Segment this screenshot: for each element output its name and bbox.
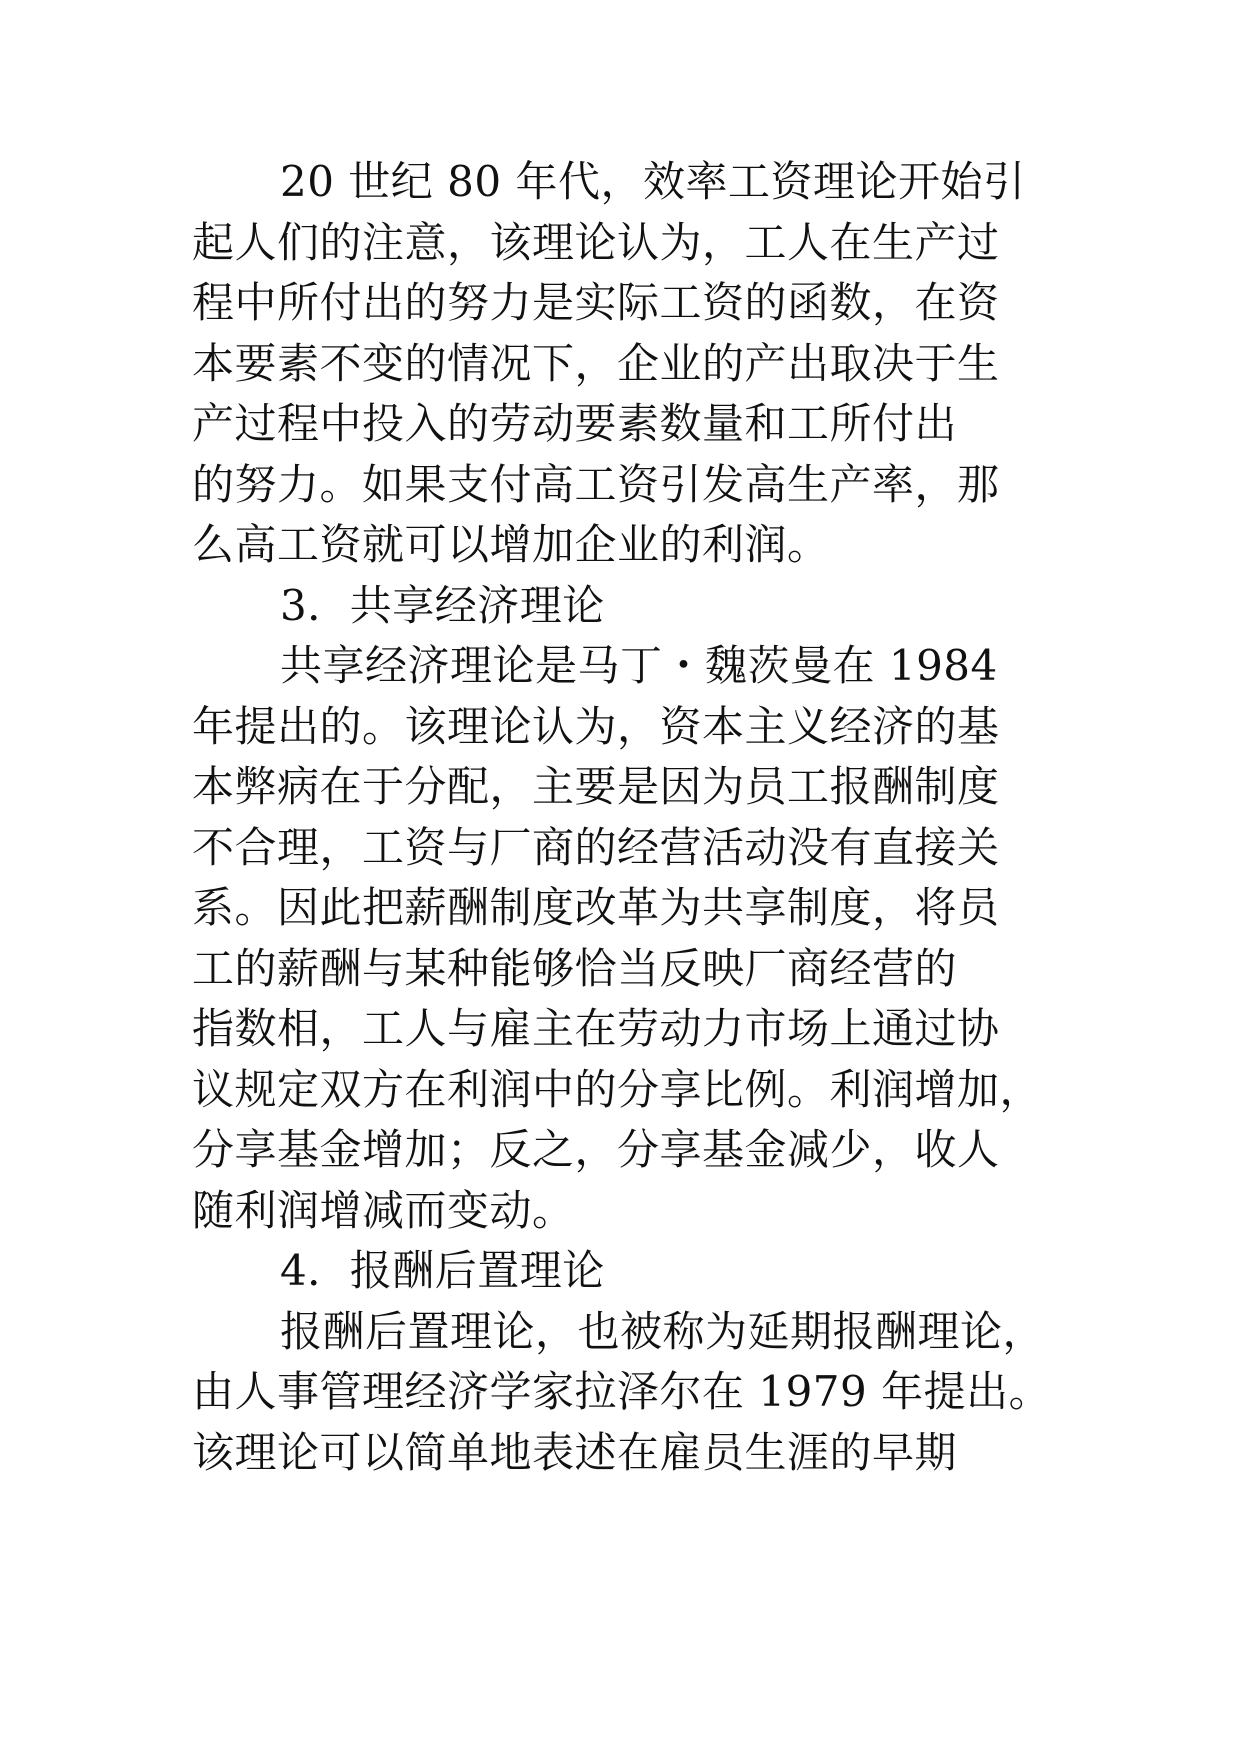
paragraph-line: 么高工资就可以增加企业的利润。: [192, 520, 830, 569]
paragraph-line: 工的薪酬与某种能够恰当反映厂商经营的: [192, 943, 958, 993]
paragraph-line: 随利润增减而变动。: [192, 1185, 575, 1235]
paragraph-line: 该理论可以简单地表述在雇员生涯的早期: [192, 1427, 958, 1477]
section-heading: 4．报酬后置理论: [280, 1246, 605, 1295]
paragraph-line: 报酬后置理论，也被称为延期报酬理论，: [280, 1306, 1046, 1356]
section-heading: 3．共享经济理论: [280, 580, 605, 630]
paragraph-line: 由人事管理经济学家拉泽尔在 1979 年提出。: [192, 1367, 1052, 1416]
paragraph-line: 分享基金增加；反之，分享基金减少，收人: [192, 1125, 1000, 1174]
document-page: [192, 152, 1072, 1483]
paragraph-line: 指数相，工人与雇主在劳动力市场上通过协: [192, 1004, 1000, 1053]
paragraph-line: 的努力。如果支付高工资引发高生产率，那: [192, 459, 1000, 509]
paragraph-line: 年提出的。该理论认为，资本主义经济的基: [192, 701, 1000, 751]
paragraph-line: 本弊病在于分配，主要是因为员工报酬制度: [192, 762, 1000, 811]
paragraph-line: 产过程中投入的劳动要素数量和工所付出: [192, 399, 958, 448]
paragraph-line: 20 世纪 80 年代，效率工资理论开始引: [280, 157, 1026, 206]
paragraph-line: 程中所付出的努力是实际工资的函数，在资: [192, 278, 1000, 327]
paragraph-line: 共享经济理论是马丁・魏茨曼在 1984: [280, 641, 998, 690]
paragraph-line: 议规定双方在利润中的分享比例。利润增加，: [192, 1064, 1043, 1114]
paragraph-line: 起人们的注意，该理论认为，工人在生产过: [192, 217, 1000, 267]
paragraph-line: 系。因此把薪酬制度改革为共享制度，将员: [192, 883, 1000, 932]
paragraph-line: 本要素不变的情况下，企业的产出取决于生: [192, 338, 1000, 388]
paragraph-line: 不合理，工资与厂商的经营活动没有直接关: [192, 822, 1000, 872]
